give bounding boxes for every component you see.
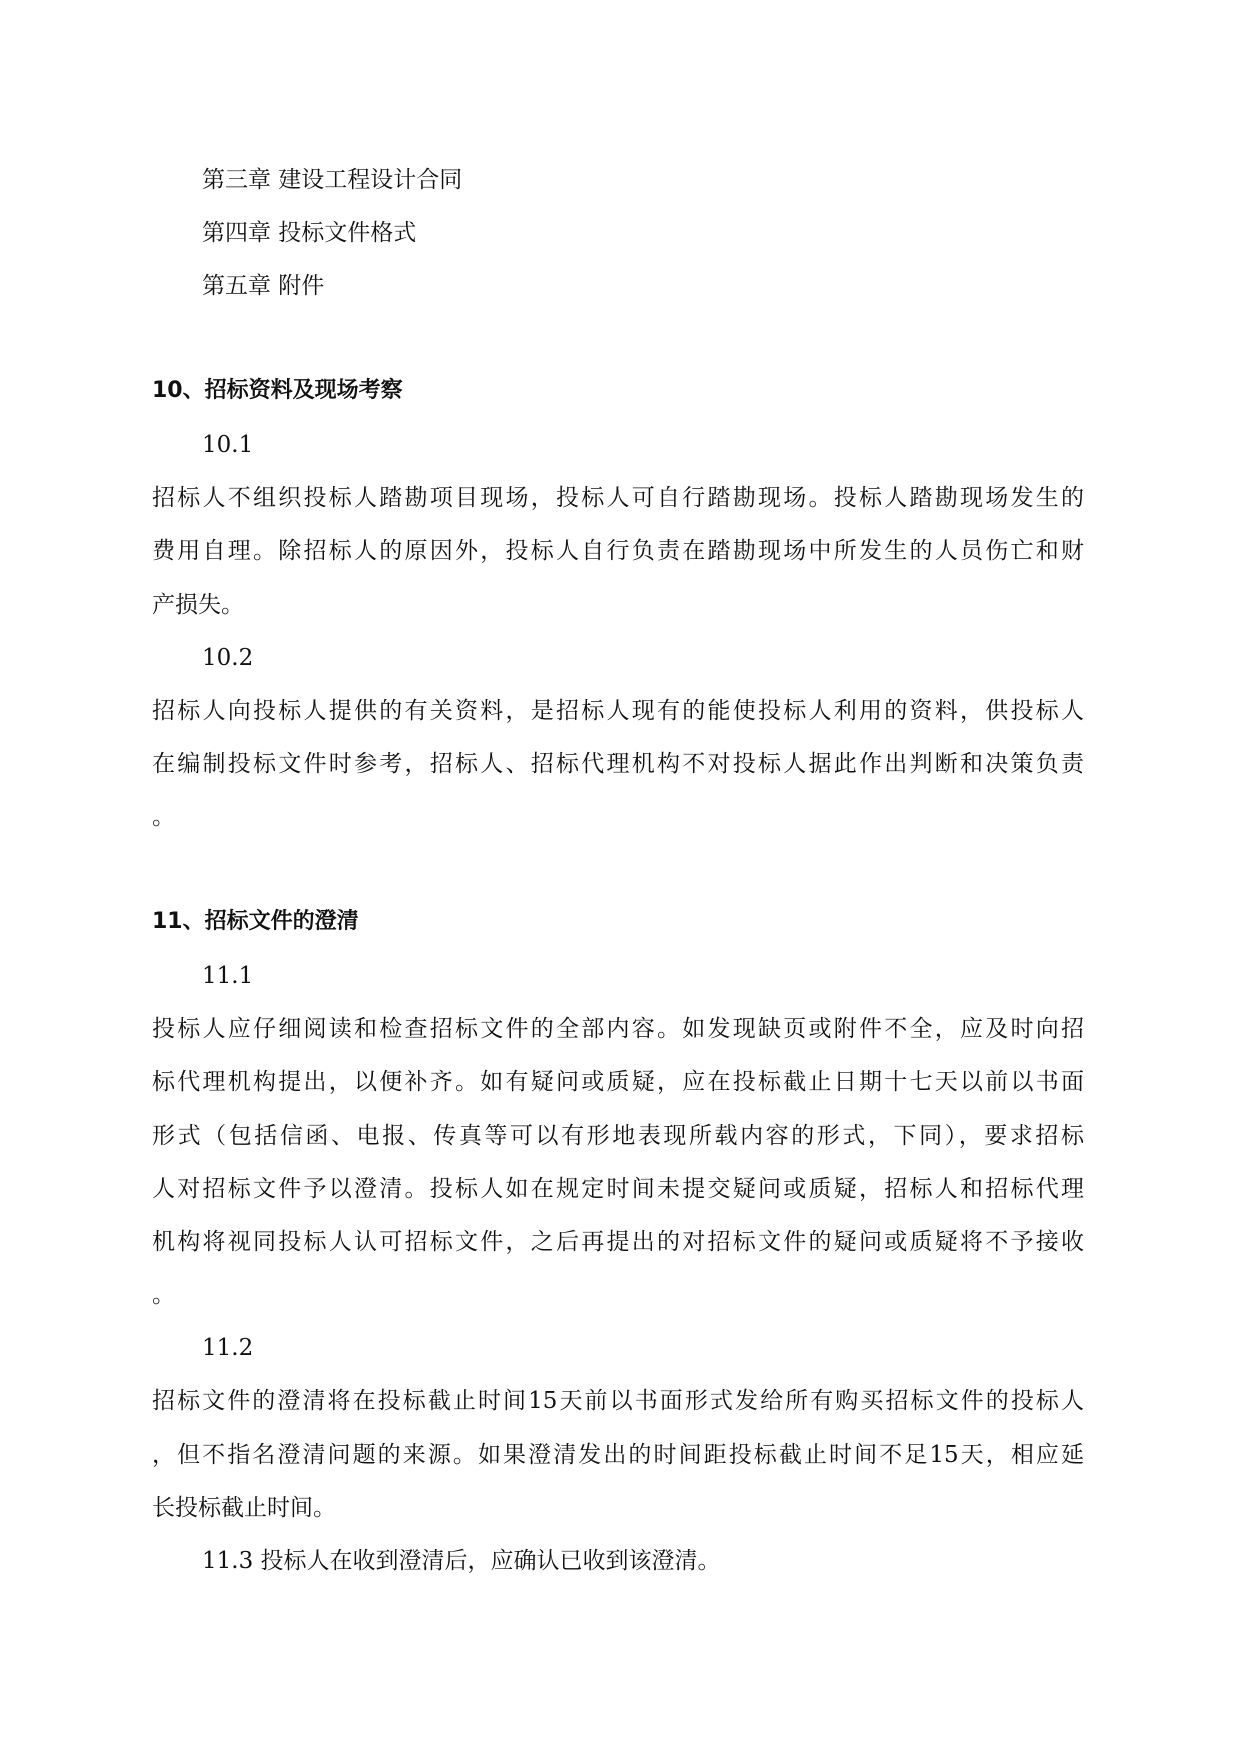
clause-11-2-line: 招标文件的澄清将在投标截止时间15天前以书面形式发给所有购买招标文件的投标人 [152, 1388, 1084, 1414]
clause-11-1-line: 人对招标文件予以澄清。投标人如在规定时间未提交疑问或质疑，招标人和招标代理 [152, 1176, 1084, 1202]
toc-item-chapter-3: 第三章 建设工程设计合同 [202, 167, 463, 193]
section-10-heading: 10、招标资料及现场考察 [152, 378, 403, 403]
clause-11-2-number: 11.2 [202, 1335, 254, 1361]
clause-10-1-number: 10.1 [202, 432, 254, 458]
clause-11-2-line: ，但不指名澄清问题的来源。如果澄清发出的时间距投标截止时间不足15天，相应延 [152, 1442, 1084, 1468]
clause-11-1-number: 11.1 [202, 963, 254, 989]
clause-10-1-line: 费用自理。除招标人的原因外，投标人自行负责在踏勘现场中所发生的人员伤亡和财 [152, 538, 1084, 564]
clause-11-1-line: 投标人应仔细阅读和检查招标文件的全部内容。如发现缺页或附件不全，应及时向招 [152, 1016, 1084, 1042]
clause-11-1-line: 。 [152, 1282, 175, 1308]
toc-item-chapter-5: 第五章 附件 [202, 273, 325, 299]
clause-11-2-line: 长投标截止时间。 [152, 1495, 336, 1521]
clause-11-1-line: 标代理机构提出，以便补齐。如有疑问或质疑，应在投标截止日期十七天以前以书面 [152, 1069, 1084, 1095]
clause-10-2-line: 招标人向投标人提供的有关资料，是招标人现有的能使投标人利用的资料，供投标人 [152, 698, 1084, 724]
clause-10-2-line: 在编制投标文件时参考，招标人、招标代理机构不对投标人据此作出判断和决策负责 [152, 751, 1084, 777]
clause-10-1-line: 招标人不组织投标人踏勘项目现场，投标人可自行踏勘现场。投标人踏勘现场发生的 [152, 485, 1084, 511]
toc-item-chapter-4: 第四章 投标文件格式 [202, 220, 417, 246]
clause-10-2-number: 10.2 [202, 645, 254, 671]
section-11-heading: 11、招标文件的澄清 [152, 909, 359, 934]
clause-11-1-line: 形式（包括信函、电报、传真等可以有形地表现所载内容的形式，下同），要求招标 [152, 1123, 1084, 1149]
clause-10-1-line: 产损失。 [152, 592, 244, 618]
clause-11-3-text: 11.3 投标人在收到澄清后，应确认已收到该澄清。 [202, 1548, 721, 1574]
clause-10-2-line: 。 [152, 804, 175, 830]
clause-11-1-line: 机构将视同投标人认可招标文件，之后再提出的对招标文件的疑问或质疑将不予接收 [152, 1229, 1084, 1255]
